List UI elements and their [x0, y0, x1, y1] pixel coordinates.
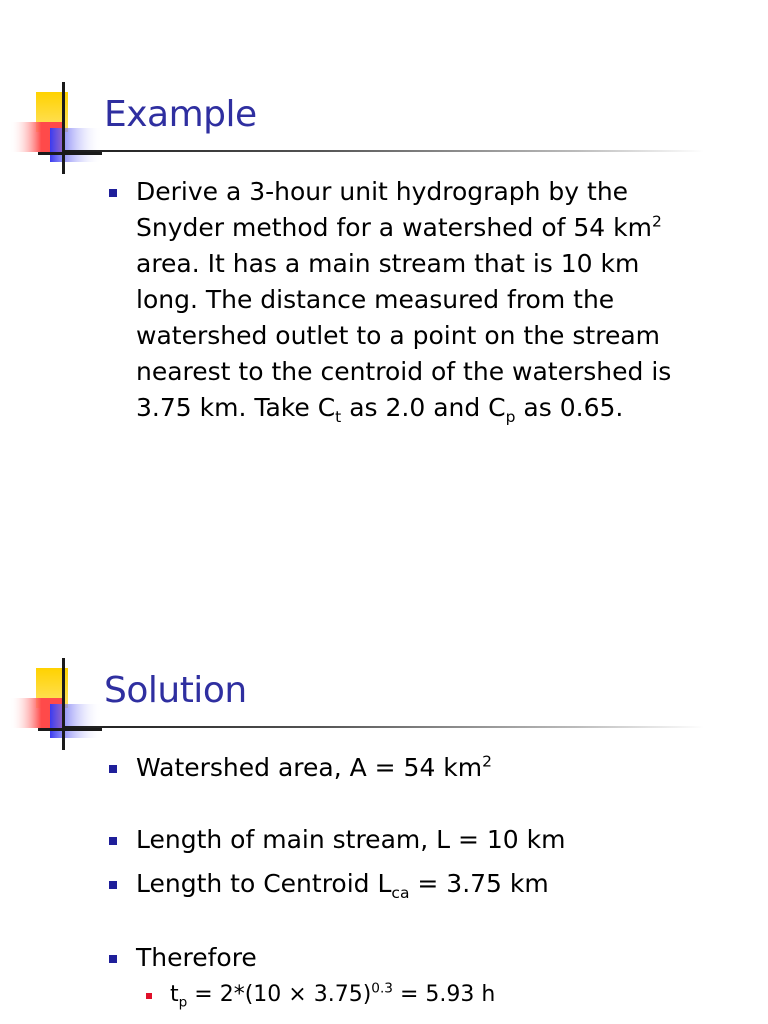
superscript-2: 2 [482, 752, 493, 771]
squares-crosshair-logo-icon [10, 82, 102, 174]
therefore-text: Therefore [136, 943, 257, 972]
subscript-t: t [335, 408, 342, 426]
problem-line-5: watershed outlet to a point on the stream [136, 321, 660, 350]
list-item [108, 750, 728, 786]
sub-list-item [146, 980, 728, 1010]
bullet-list [108, 174, 728, 426]
list-item [108, 174, 728, 426]
problem-line-7c: as 0.65. [515, 393, 624, 422]
subscript-p: p [505, 408, 516, 426]
bullet-icon [109, 881, 117, 889]
main-stream-length-text: Length of main stream, L = 10 km [136, 825, 566, 854]
bullet-icon [109, 837, 117, 845]
slide-solution [0, 576, 768, 1024]
problem-line-3: area. It has a main stream that is 10 km [136, 249, 640, 278]
tp-result: = 5.93 h [392, 982, 496, 1007]
page-title: Example [104, 94, 257, 135]
problem-line-2: Snyder method for a watershed of 54 km [136, 213, 652, 242]
subscript-ca: ca [391, 884, 410, 902]
centroid-length-text: Length to Centroid L [136, 869, 392, 898]
superscript-2: 2 [652, 212, 662, 231]
superscript-exponent: 0.3 [371, 980, 393, 997]
problem-line-6: nearest to the centroid of the watershed is [136, 357, 672, 386]
bullet-icon [109, 189, 117, 197]
list-item [108, 866, 728, 902]
title-divider [64, 150, 704, 152]
subscript-p: p [178, 994, 188, 1011]
problem-line-7a: 3.75 km. Take C [136, 393, 336, 422]
list-item [108, 822, 728, 858]
sub-bullet-list [108, 980, 728, 1010]
page-title: Solution [104, 670, 247, 711]
tp-formula: = 2*(10 × 3.75) [187, 982, 372, 1007]
bullet-list [108, 750, 728, 1010]
problem-line-1: Derive a 3-hour unit hydrograph by the [136, 177, 629, 206]
title-divider [64, 726, 704, 728]
centroid-length-value: = 3.75 km [409, 869, 549, 898]
problem-line-4: long. The distance measured from the [136, 285, 615, 314]
watershed-area-text: Watershed area, A = 54 km [136, 753, 483, 782]
squares-crosshair-logo-icon [10, 658, 102, 750]
bullet-icon [109, 955, 117, 963]
problem-line-7b: as 2.0 and C [341, 393, 506, 422]
list-item [108, 940, 728, 1010]
bullet-icon [109, 765, 117, 773]
tp-symbol: t [170, 982, 179, 1007]
sub-bullet-icon [146, 993, 152, 999]
